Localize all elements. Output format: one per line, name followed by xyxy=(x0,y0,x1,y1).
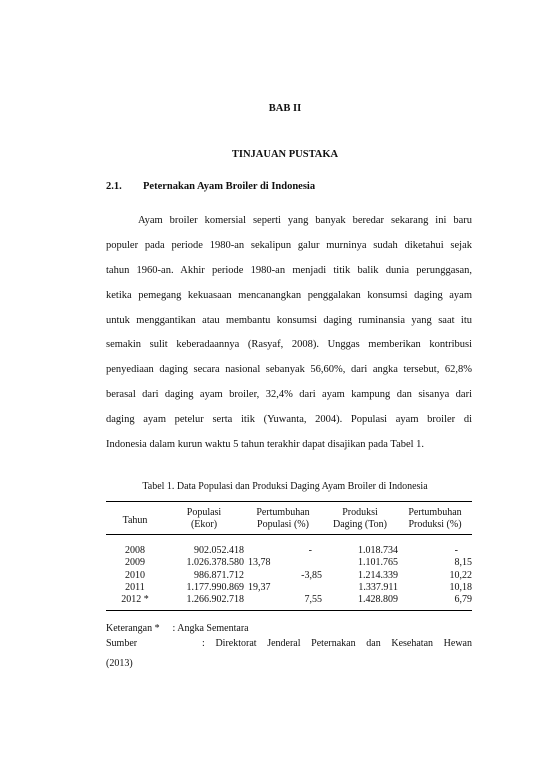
note-text: : Angka Sementara xyxy=(172,623,249,634)
section-heading xyxy=(106,181,315,192)
cell-population: 1.177.990.869 xyxy=(186,581,244,593)
source-year: (2013) xyxy=(106,658,133,669)
cell-production: 1.214.339 xyxy=(358,569,398,581)
header-population-unit: (Ekor) xyxy=(164,519,244,535)
paragraph-line: ketika pemegang kekuasaan mencanangkan penggalakan konsumsi daging ayam xyxy=(106,289,472,301)
cell-production: 1.428.809 xyxy=(322,594,398,611)
chapter-heading: BAB II xyxy=(268,103,302,114)
body-paragraph xyxy=(106,214,472,463)
paragraph-line: tahun 1960-an. Akhir periode 1980-an menjadi titik balik dunia perunggasan, xyxy=(106,264,472,276)
cell-production: 1.018.734 xyxy=(358,545,398,556)
cell-year: 2011 xyxy=(125,581,145,593)
cell-year: 2008 xyxy=(125,545,145,556)
cell-population-growth: 13,78 xyxy=(248,557,271,569)
paragraph-line: penyediaan daging secara nasional sebanyak 56,60%, dari angka tersebut, 62,8% xyxy=(106,364,472,376)
header-production-unit: Daging (Ton) xyxy=(322,519,398,535)
chapter-title: TINJAUAN PUSTAKA xyxy=(231,149,339,160)
cell-production: 1.337.911 xyxy=(358,581,398,593)
header-population-growth-unit: Populasi (%) xyxy=(244,519,322,535)
cell-population: 902.052.418 xyxy=(194,545,244,556)
cell-population: 986.871.712 xyxy=(194,569,244,581)
cell-population-growth: 7,55 xyxy=(244,594,322,611)
table-row xyxy=(106,545,472,557)
header-production-growth-unit: Produksi (%) xyxy=(398,519,472,535)
table-caption: Tabel 1. Data Populasi dan Produksi Daging Ayam Broiler di Indonesia xyxy=(142,481,428,492)
section-title: Peternakan Ayam Broiler di Indonesia xyxy=(143,181,316,192)
cell-population-growth: 19,37 xyxy=(248,581,271,593)
paragraph-line: Ayam broiler komersial seperti yang banyak beredar sekarang ini baru xyxy=(138,215,472,226)
source-text: : Direktorat Jenderal Peternakan dan Kesehatan Hewan xyxy=(202,638,472,649)
cell-production-growth: - xyxy=(454,545,458,556)
cell-year: 2010 xyxy=(125,569,145,581)
header-production: Produksi xyxy=(322,502,398,520)
paragraph-line: semakin sulit keberadaannya (Rasyaf, 2008). Unggas memberikan kontribusi xyxy=(106,339,472,351)
paragraph-line: berasal dari daging ayam broiler, 32,4% dari ayam kampung dan sisanya dari xyxy=(106,389,472,401)
source-label: Sumber xyxy=(106,638,138,649)
cell-year: 2012 * xyxy=(106,594,164,611)
table-row xyxy=(106,557,472,569)
paragraph-line: untuk menggantikan atau membantu konsumsi daging ruminansia yang saat itu xyxy=(106,314,472,326)
cell-production: 1.101.765 xyxy=(358,557,398,569)
header-year: Tahun xyxy=(106,502,164,535)
table-row xyxy=(106,570,472,582)
cell-year: 2009 xyxy=(125,557,145,569)
header-population-growth: Pertumbuhan xyxy=(244,502,322,520)
header-population: Populasi xyxy=(164,502,244,520)
cell-production-growth: 6,79 xyxy=(398,594,472,611)
cell-population: 1.026.378.580 xyxy=(186,557,244,569)
paragraph-line: populer pada periode 1980-an sekalipun galur murninya sudah diketahui sejak xyxy=(106,239,472,251)
cell-population-growth: -3,85 xyxy=(301,569,322,581)
note-label: Keterangan * xyxy=(106,623,160,634)
cell-production-growth: 8,15 xyxy=(454,557,472,569)
section-number: 2.1. xyxy=(106,181,122,192)
cell-production-growth: 10,22 xyxy=(449,569,472,581)
table-row xyxy=(106,582,472,594)
table-source xyxy=(106,638,472,649)
header-production-growth: Pertumbuhan xyxy=(398,502,472,520)
table-row xyxy=(106,594,472,611)
data-table xyxy=(106,501,472,611)
cell-population: 1.266.902.718 xyxy=(164,594,244,611)
cell-population-growth: - xyxy=(308,545,312,556)
paragraph-line: Indonesia dalam kurun waktu 5 tahun terakhir dapat disajikan pada Tabel 1. xyxy=(106,439,425,451)
table-note xyxy=(106,623,249,634)
paragraph-line: daging ayam petelur serta itik (Yuwanta, 2004). Populasi ayam broiler di xyxy=(106,414,472,426)
cell-production-growth: 10,18 xyxy=(449,581,472,593)
